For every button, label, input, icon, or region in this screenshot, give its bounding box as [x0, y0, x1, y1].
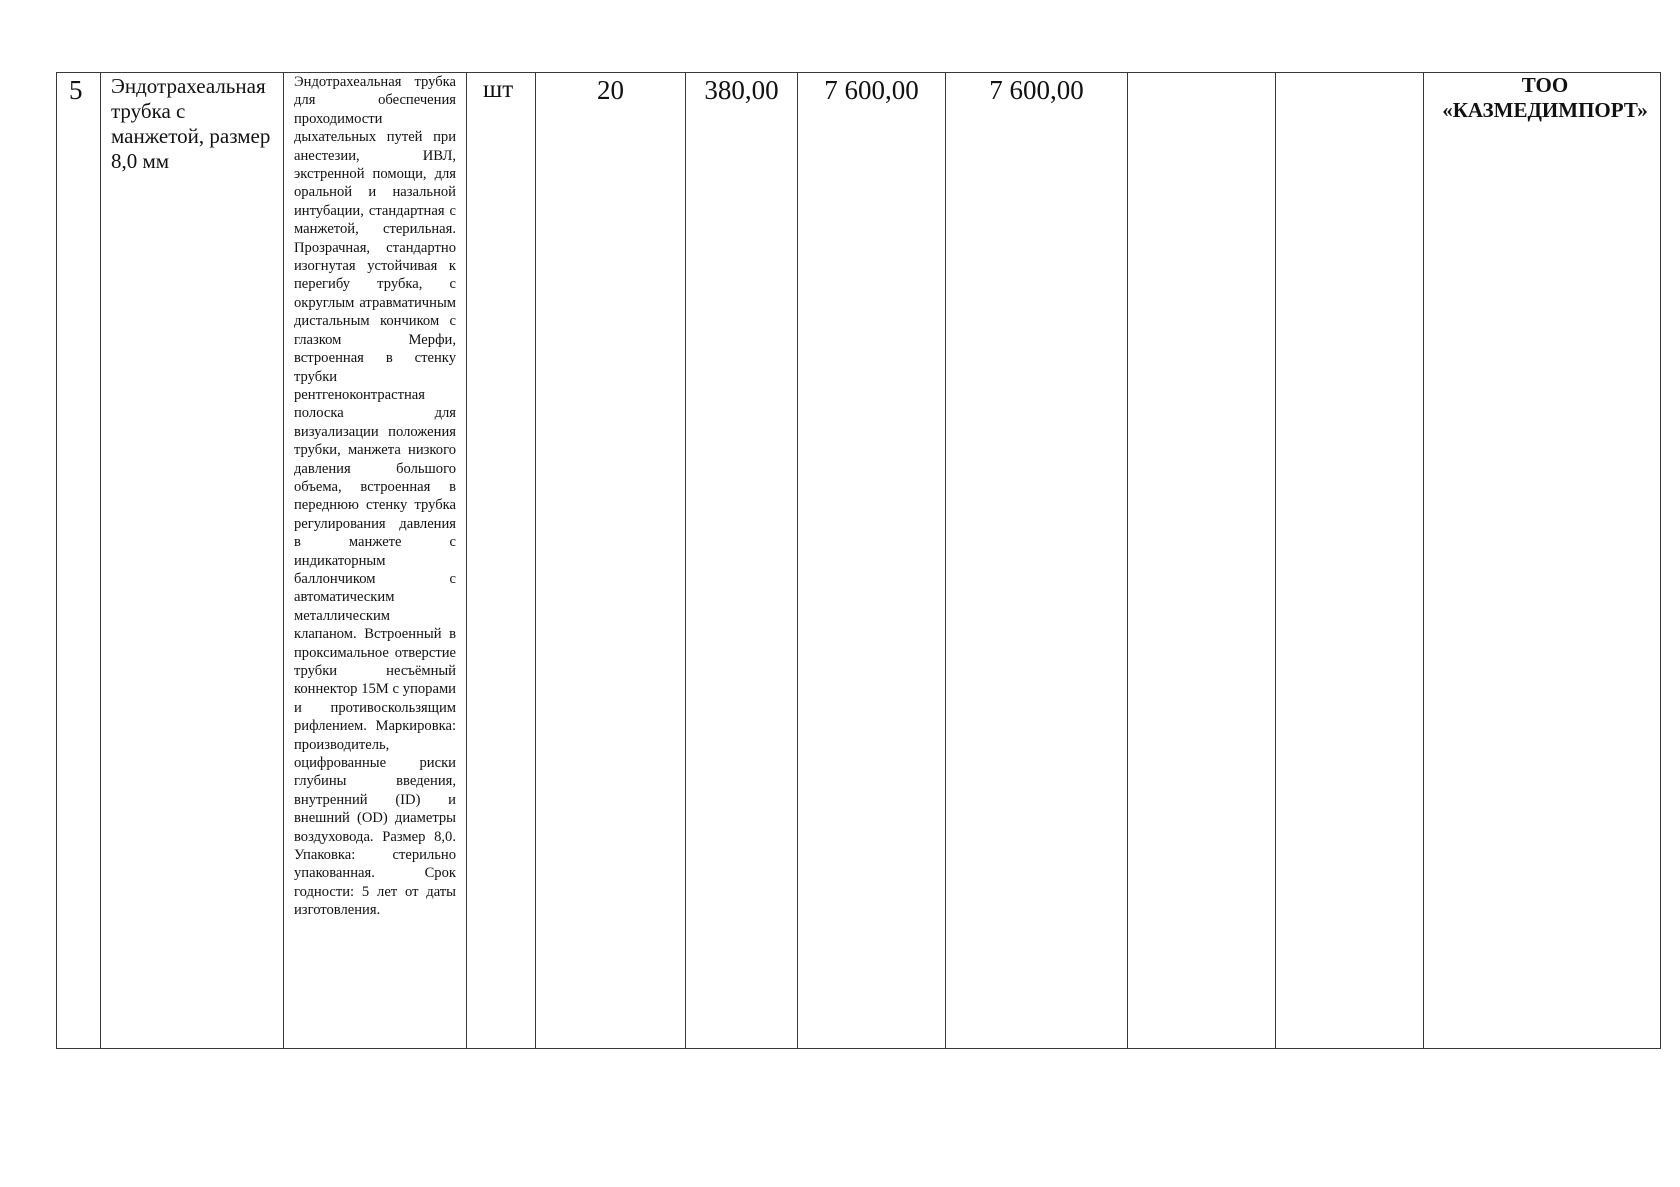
cell-description	[284, 73, 467, 1049]
table-row	[57, 73, 1661, 1049]
document-page	[56, 72, 1660, 1049]
supplier-name: ТОО «КАЗМЕДИМПОРТ»	[1442, 73, 1648, 122]
cell-empty-1	[1128, 73, 1276, 1049]
unit-price: 380,00	[704, 75, 779, 105]
item-description: Эндотрахеальная трубка для обеспечения проходимости дыхательных путей при анестезии, ИВЛ, экстренной помощи, для оральной и назальной интубации, стандартная с манжетой, стерильная. Прозрачная, стандартно изогнутая устойчивая к перегибу трубка, с округлым атравматичным дистальным кончиком с глазком Мерфи, встроенная в стенку трубки рентгеноконтрастная полоска для визуализации положения трубки, манжета низкого давления большого объема, встроенная в переднюю стенку трубка регулирования давления в манжете с индикаторным баллончиком с автоматическим металлическим клапаном. Встроенный в проксимальное отверстие трубки несъёмный коннектор 15М с упорами и противоскользящим рифлением. Маркировка: производитель, оцифрованные риски глубины введения, внутренний (ID) и внешний (OD) диаметры воздуховода. Размер 8,0. Упаковка: стерильно упакованная. Срок годности: 5 лет от даты изготовления.	[294, 74, 456, 919]
item-name: Эндотрахеальная трубка с манжетой, размер 8,0 мм	[111, 74, 271, 173]
cell-unit	[467, 73, 536, 1049]
cell-sum	[798, 73, 946, 1049]
cell-price	[686, 73, 798, 1049]
total-sum: 7 600,00	[824, 75, 919, 105]
cell-supplier	[1424, 73, 1661, 1049]
unit-of-measure: шт	[483, 76, 514, 103]
cell-quantity	[536, 73, 686, 1049]
cell-name	[101, 73, 284, 1049]
cell-empty-2	[1276, 73, 1424, 1049]
cell-sum-allocated	[946, 73, 1128, 1049]
procurement-table	[56, 72, 1661, 1049]
cell-number	[57, 73, 101, 1049]
allocated-sum: 7 600,00	[989, 75, 1084, 105]
row-number: 5	[69, 75, 83, 105]
quantity: 20	[597, 75, 624, 105]
